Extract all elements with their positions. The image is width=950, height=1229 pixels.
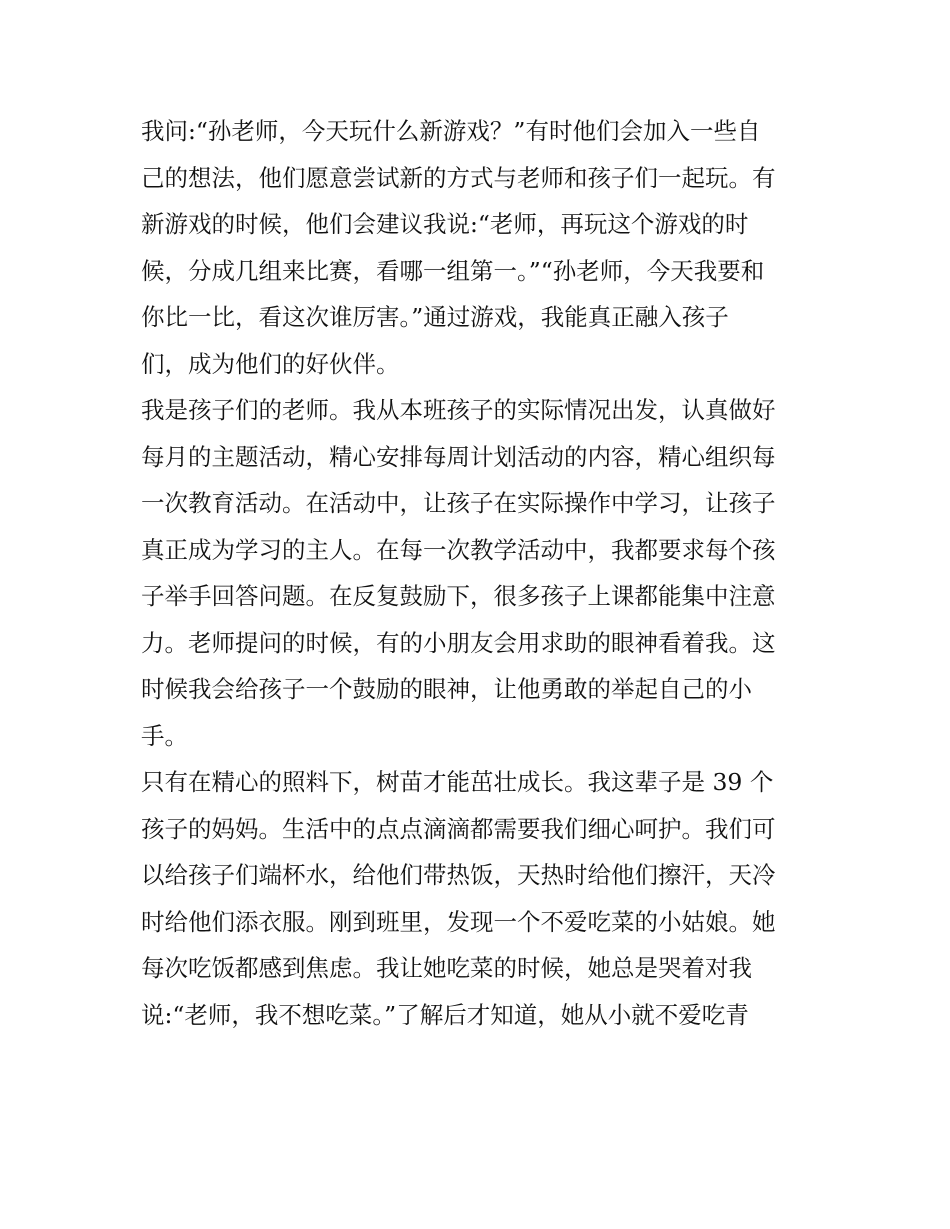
text-line: 时候我会给孩子一个鼓励的眼神，让他勇敢的举起自己的小 [141, 675, 752, 703]
text-line: 时给他们添衣服。刚到班里，发现一个不爱吃菜的小姑娘。她 [141, 907, 776, 936]
text-line: 力。老师提问的时候，有的小朋友会用求助的眼神看着我。这 [141, 628, 776, 657]
text-line: 候，分成几组来比赛，看哪一组第一。”“孙老师，今天我要和 [141, 256, 765, 285]
text-line: 子举手回答问题。在反复鼓励下，很多孩子上课都能集中注意 [141, 582, 776, 610]
text-line: 真正成为学习的主人。在每一次教学活动中，我都要求每个孩 [141, 535, 776, 564]
text-line: 以给孩子们端杯水，给他们带热饭，天热时给他们擦汗，天冷 [141, 861, 776, 889]
body-text [141, 108, 813, 1038]
text-line: 每次吃饭都感到焦虑。我让她吃菜的时候，她总是哭着对我 [141, 954, 752, 982]
text-line: 每月的主题活动，精心安排每周计划活动的内容，精心组织每 [141, 442, 776, 471]
text-line: 孩子的妈妈。生活中的点点滴滴都需要我们细心呵护。我们可 [141, 814, 776, 843]
text-line: 说:“老师，我不想吃菜。”了解后才知道，她从小就不爱吃青 [141, 1000, 749, 1029]
text-line: 只有在精心的照料下，树苗才能茁壮成长。我这辈子是 39 个 [141, 768, 774, 796]
text-line: 们，成为他们的好伙伴。 [141, 349, 400, 378]
text-line: 手。 [141, 721, 188, 750]
paragraph-care [141, 759, 813, 1038]
text-line: 我是孩子们的老师。我从本班孩子的实际情况出发，认真做好 [141, 396, 776, 424]
text-line: 一次教育活动。在活动中，让孩子在实际操作中学习，让孩子 [141, 489, 776, 517]
paragraph-teacher [141, 387, 813, 759]
paragraph-games [141, 108, 813, 387]
text-line: 己的想法，他们愿意尝试新的方式与老师和孩子们一起玩。有 [141, 163, 776, 192]
text-line: 我问:“孙老师，今天玩什么新游戏？”有时他们会加入一些自 [141, 117, 761, 145]
text-line: 你比一比，看这次谁厉害。”通过游戏，我能真正融入孩子 [141, 303, 729, 331]
text-line: 新游戏的时候，他们会建议我说:“老师，再玩这个游戏的时 [141, 210, 749, 238]
